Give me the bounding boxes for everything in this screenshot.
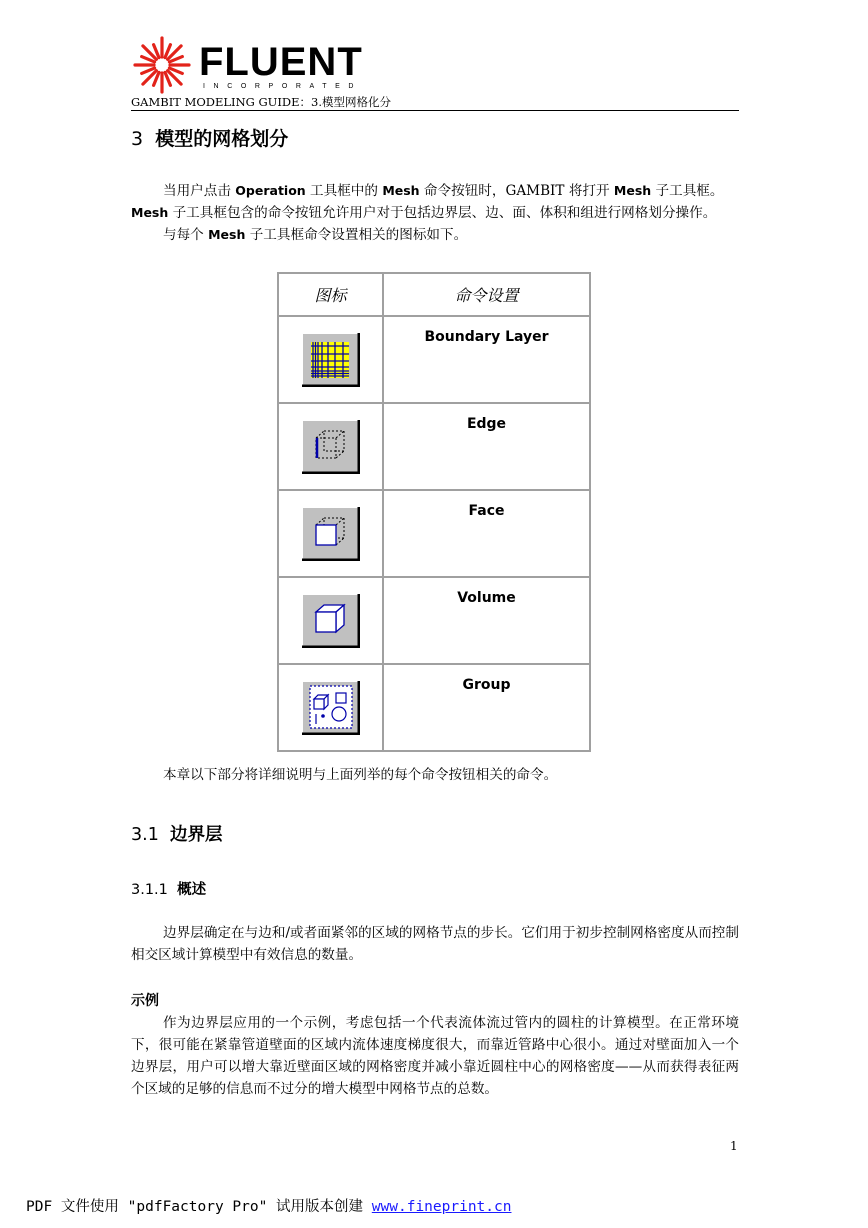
mesh-term: Mesh [613,183,652,198]
mesh-icon-table [277,272,591,752]
fluent-starburst-icon [133,36,191,94]
group-mesh-icon[interactable] [302,681,360,735]
volume-label: Volume [383,577,590,664]
chapter-heading [131,124,288,151]
intro-line-3: 与每个 Mesh 子工具框命令设置相关的图标如下。 [163,227,468,243]
edge-label: Edge [383,403,590,490]
overview-paragraph: 边界层确定在与边和/或者面紧邻的区域的网格节点的步长。它们用于初步控制网格密度从而控制相交区域计算模型中有效信息的数量。 [131,925,739,963]
intro-line-1: 当用户点击 Operation 工具框中的 Mesh 命令按钮时，GAMBIT 将打开 Mesh 子工具框。 [163,183,724,199]
header-command-column: 命令设置 [383,273,590,316]
header-icon-column: 图标 [278,273,383,316]
chapter-title: 模型的网格划分 [155,128,289,150]
subsection-number: 3.1.1 [131,882,168,898]
fluent-logo [133,36,363,96]
section-title: 边界层 [169,825,223,845]
section-number: 3.1 [131,825,159,845]
mesh-term: Mesh [208,227,246,242]
table-row [278,490,590,577]
table-row [278,577,590,664]
logo-wordmark: FLUENT [199,40,363,84]
face-label: Face [383,490,590,577]
example-heading: 示例 [131,993,159,1009]
edge-mesh-icon[interactable] [302,420,360,474]
subsection-title: 概述 [177,882,207,898]
example-paragraph: 作为边界层应用的一个示例，考虑包括一个代表流体流过管内的圆柱的计算模型。在正常环境下，很可能在紧靠管道壁面的区域内流体速度梯度很大，而靠近管路中心很小。通过对壁面加入一个边界层，用户可以增大靠近壁面区域的网格密度并减小靠近圆柱中心的网格密度——从而获得表征两个区域的足够的信息而不过分的增大模型中网格节点的总数。 [131,1015,739,1097]
face-mesh-icon[interactable] [302,507,360,561]
group-label: Group [383,664,590,751]
table-row [278,316,590,403]
running-title: GAMBIT MODELING GUIDE：3.模型网格化分 [131,95,391,109]
operation-term: Operation [235,183,306,198]
table-row [278,664,590,751]
boundary-layer-icon[interactable] [302,333,360,387]
page-number: 1 [730,1139,738,1153]
footer-link[interactable]: www.fineprint.cn [371,1199,512,1215]
chapter-number: 3 [131,128,144,150]
logo-subtitle: INCORPORATED [203,83,363,90]
footer-text: PDF 文件使用 "pdfFactory Pro" 试用版本创建 [26,1199,372,1215]
intro-line-2: Mesh 子工具框包含的命令按钮允许用户对于包括边界层、边、面、体积和组进行网格划分操作。 [131,205,717,221]
volume-mesh-icon[interactable] [302,594,360,648]
table-header-row [278,273,590,316]
boundary-layer-label: Boundary Layer [383,316,590,403]
pdf-footer [26,1195,511,1216]
mesh-term: Mesh [382,183,420,198]
mesh-term: Mesh [131,205,169,220]
after-table-paragraph: 本章以下部分将详细说明与上面列举的每个命令按钮相关的命令。 [163,767,558,783]
header-rule [131,110,739,111]
table-row [278,403,590,490]
section-heading-3-1-1 [131,878,206,899]
intro-paragraph [131,180,739,246]
section-heading-3-1 [131,821,222,846]
